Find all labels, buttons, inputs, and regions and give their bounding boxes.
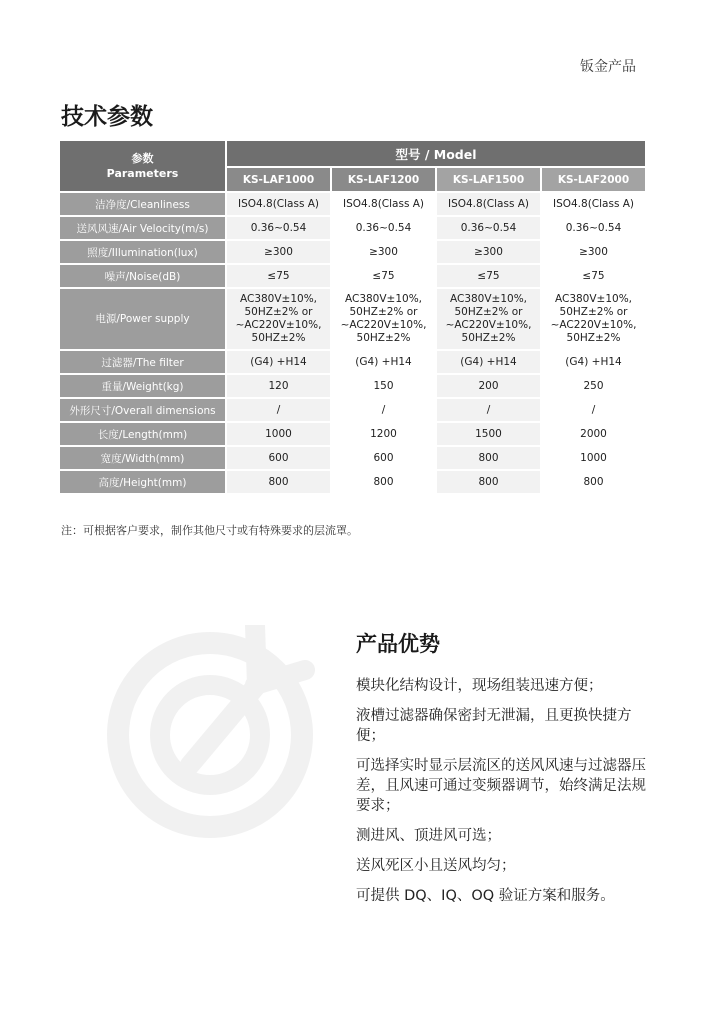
spec-cell: 800 bbox=[437, 471, 540, 493]
spec-cell: 0.36~0.54 bbox=[542, 217, 645, 239]
spec-table-body bbox=[60, 193, 645, 493]
parameters-header-cn: 参数 bbox=[131, 152, 154, 165]
model-header-1: KS-LAF1000 bbox=[227, 168, 330, 191]
spec-cell: ≥300 bbox=[332, 241, 435, 263]
spec-cell: 1000 bbox=[227, 423, 330, 445]
category-label: 钣金产品 bbox=[580, 59, 636, 75]
spec-cell: 600 bbox=[332, 447, 435, 469]
spec-cell: 1500 bbox=[437, 423, 540, 445]
spec-cell: 800 bbox=[227, 471, 330, 493]
spec-cell: (G4) +H14 bbox=[332, 351, 435, 373]
spec-row-label: 长度/Length(mm) bbox=[60, 423, 225, 445]
spec-cell: ≤75 bbox=[227, 265, 330, 287]
spec-cell: ISO4.8(Class A) bbox=[332, 193, 435, 215]
spec-row-label: 重量/Weight(kg) bbox=[60, 375, 225, 397]
spec-row bbox=[60, 399, 645, 421]
spec-cell: 0.36~0.54 bbox=[437, 217, 540, 239]
spec-cell: 2000 bbox=[542, 423, 645, 445]
spec-row bbox=[60, 193, 645, 215]
spec-row-label: 电源/Power supply bbox=[60, 289, 225, 349]
model-header-3: KS-LAF1500 bbox=[437, 168, 540, 191]
spec-cell: (G4) +H14 bbox=[542, 351, 645, 373]
spec-cell: AC380V±10%, 50HZ±2% or ~AC220V±10%, 50HZ±2% bbox=[227, 289, 330, 349]
spec-row bbox=[60, 351, 645, 373]
spec-cell: ≤75 bbox=[542, 265, 645, 287]
spec-row-label: 送风风速/Air Velocity(m/s) bbox=[60, 217, 225, 239]
model-header-4: KS-LAF2000 bbox=[542, 168, 645, 191]
advantage-item: 液槽过滤器确保密封无泄漏，且更换快捷方便； bbox=[356, 708, 632, 744]
spec-cell: 0.36~0.54 bbox=[332, 217, 435, 239]
spec-row-label: 外形尺寸/Overall dimensions bbox=[60, 399, 225, 421]
advantages-title: 产品优势 bbox=[356, 632, 440, 656]
advantage-item: 送风死区小且送风均匀； bbox=[356, 858, 516, 874]
table-note: 注：可根据客户要求，制作其他尺寸或有特殊要求的层流罩。 bbox=[61, 524, 358, 537]
spec-cell: 1200 bbox=[332, 423, 435, 445]
spec-row bbox=[60, 289, 645, 349]
spec-row bbox=[60, 375, 645, 397]
spec-row-label: 噪声/Noise(dB) bbox=[60, 265, 225, 287]
spec-cell: 800 bbox=[332, 471, 435, 493]
advantage-item: 模块化结构设计，现场组装迅速方便； bbox=[356, 678, 603, 694]
spec-row bbox=[60, 265, 645, 287]
spec-cell: ≥300 bbox=[227, 241, 330, 263]
spec-cell: AC380V±10%, 50HZ±2% or ~AC220V±10%, 50HZ±2% bbox=[542, 289, 645, 349]
spec-cell: 600 bbox=[227, 447, 330, 469]
spec-cell: 200 bbox=[437, 375, 540, 397]
advantage-item: 测进风、顶进风可选； bbox=[356, 828, 501, 844]
spec-cell: (G4) +H14 bbox=[437, 351, 540, 373]
advantages-list bbox=[356, 676, 646, 916]
spec-cell: / bbox=[437, 399, 540, 421]
advantage-item: 可提供 DQ、IQ、OQ 验证方案和服务。 bbox=[356, 888, 615, 904]
spec-cell: 800 bbox=[437, 447, 540, 469]
spec-cell: / bbox=[332, 399, 435, 421]
spec-cell: / bbox=[542, 399, 645, 421]
spec-row-label: 过滤器/The filter bbox=[60, 351, 225, 373]
spec-cell: 0.36~0.54 bbox=[227, 217, 330, 239]
spec-cell: ≥300 bbox=[437, 241, 540, 263]
spec-row bbox=[60, 447, 645, 469]
spec-cell: AC380V±10%, 50HZ±2% or ~AC220V±10%, 50HZ±2% bbox=[332, 289, 435, 349]
spec-row-label: 洁净度/Cleanliness bbox=[60, 193, 225, 215]
spec-row bbox=[60, 471, 645, 493]
advantage-item: 可选择实时显示层流区的送风风速与过滤器压差，且风速可通过变频器调节，始终满足法规要求； bbox=[356, 758, 646, 814]
spec-cell: 250 bbox=[542, 375, 645, 397]
spec-cell: 150 bbox=[332, 375, 435, 397]
spec-cell: AC380V±10%, 50HZ±2% or ~AC220V±10%, 50HZ±2% bbox=[437, 289, 540, 349]
spec-cell: 1000 bbox=[542, 447, 645, 469]
watermark-logo-icon bbox=[105, 625, 315, 840]
parameters-header bbox=[60, 141, 225, 191]
spec-cell: / bbox=[227, 399, 330, 421]
model-header-2: KS-LAF1200 bbox=[332, 168, 435, 191]
model-header: 型号 / Model bbox=[227, 141, 645, 166]
spec-cell: 800 bbox=[542, 471, 645, 493]
spec-row bbox=[60, 217, 645, 239]
spec-cell: ISO4.8(Class A) bbox=[542, 193, 645, 215]
spec-row-label: 照度/Illumination(lux) bbox=[60, 241, 225, 263]
spec-row bbox=[60, 423, 645, 445]
spec-cell: ISO4.8(Class A) bbox=[437, 193, 540, 215]
spec-table bbox=[58, 139, 647, 495]
spec-row-label: 宽度/Width(mm) bbox=[60, 447, 225, 469]
spec-cell: ≥300 bbox=[542, 241, 645, 263]
parameters-header-en: Parameters bbox=[106, 167, 179, 180]
spec-cell: ≤75 bbox=[437, 265, 540, 287]
spec-cell: (G4) +H14 bbox=[227, 351, 330, 373]
spec-cell: ISO4.8(Class A) bbox=[227, 193, 330, 215]
section-title: 技术参数 bbox=[61, 104, 153, 130]
spec-row-label: 高度/Height(mm) bbox=[60, 471, 225, 493]
spec-row bbox=[60, 241, 645, 263]
spec-cell: 120 bbox=[227, 375, 330, 397]
spec-cell: ≤75 bbox=[332, 265, 435, 287]
